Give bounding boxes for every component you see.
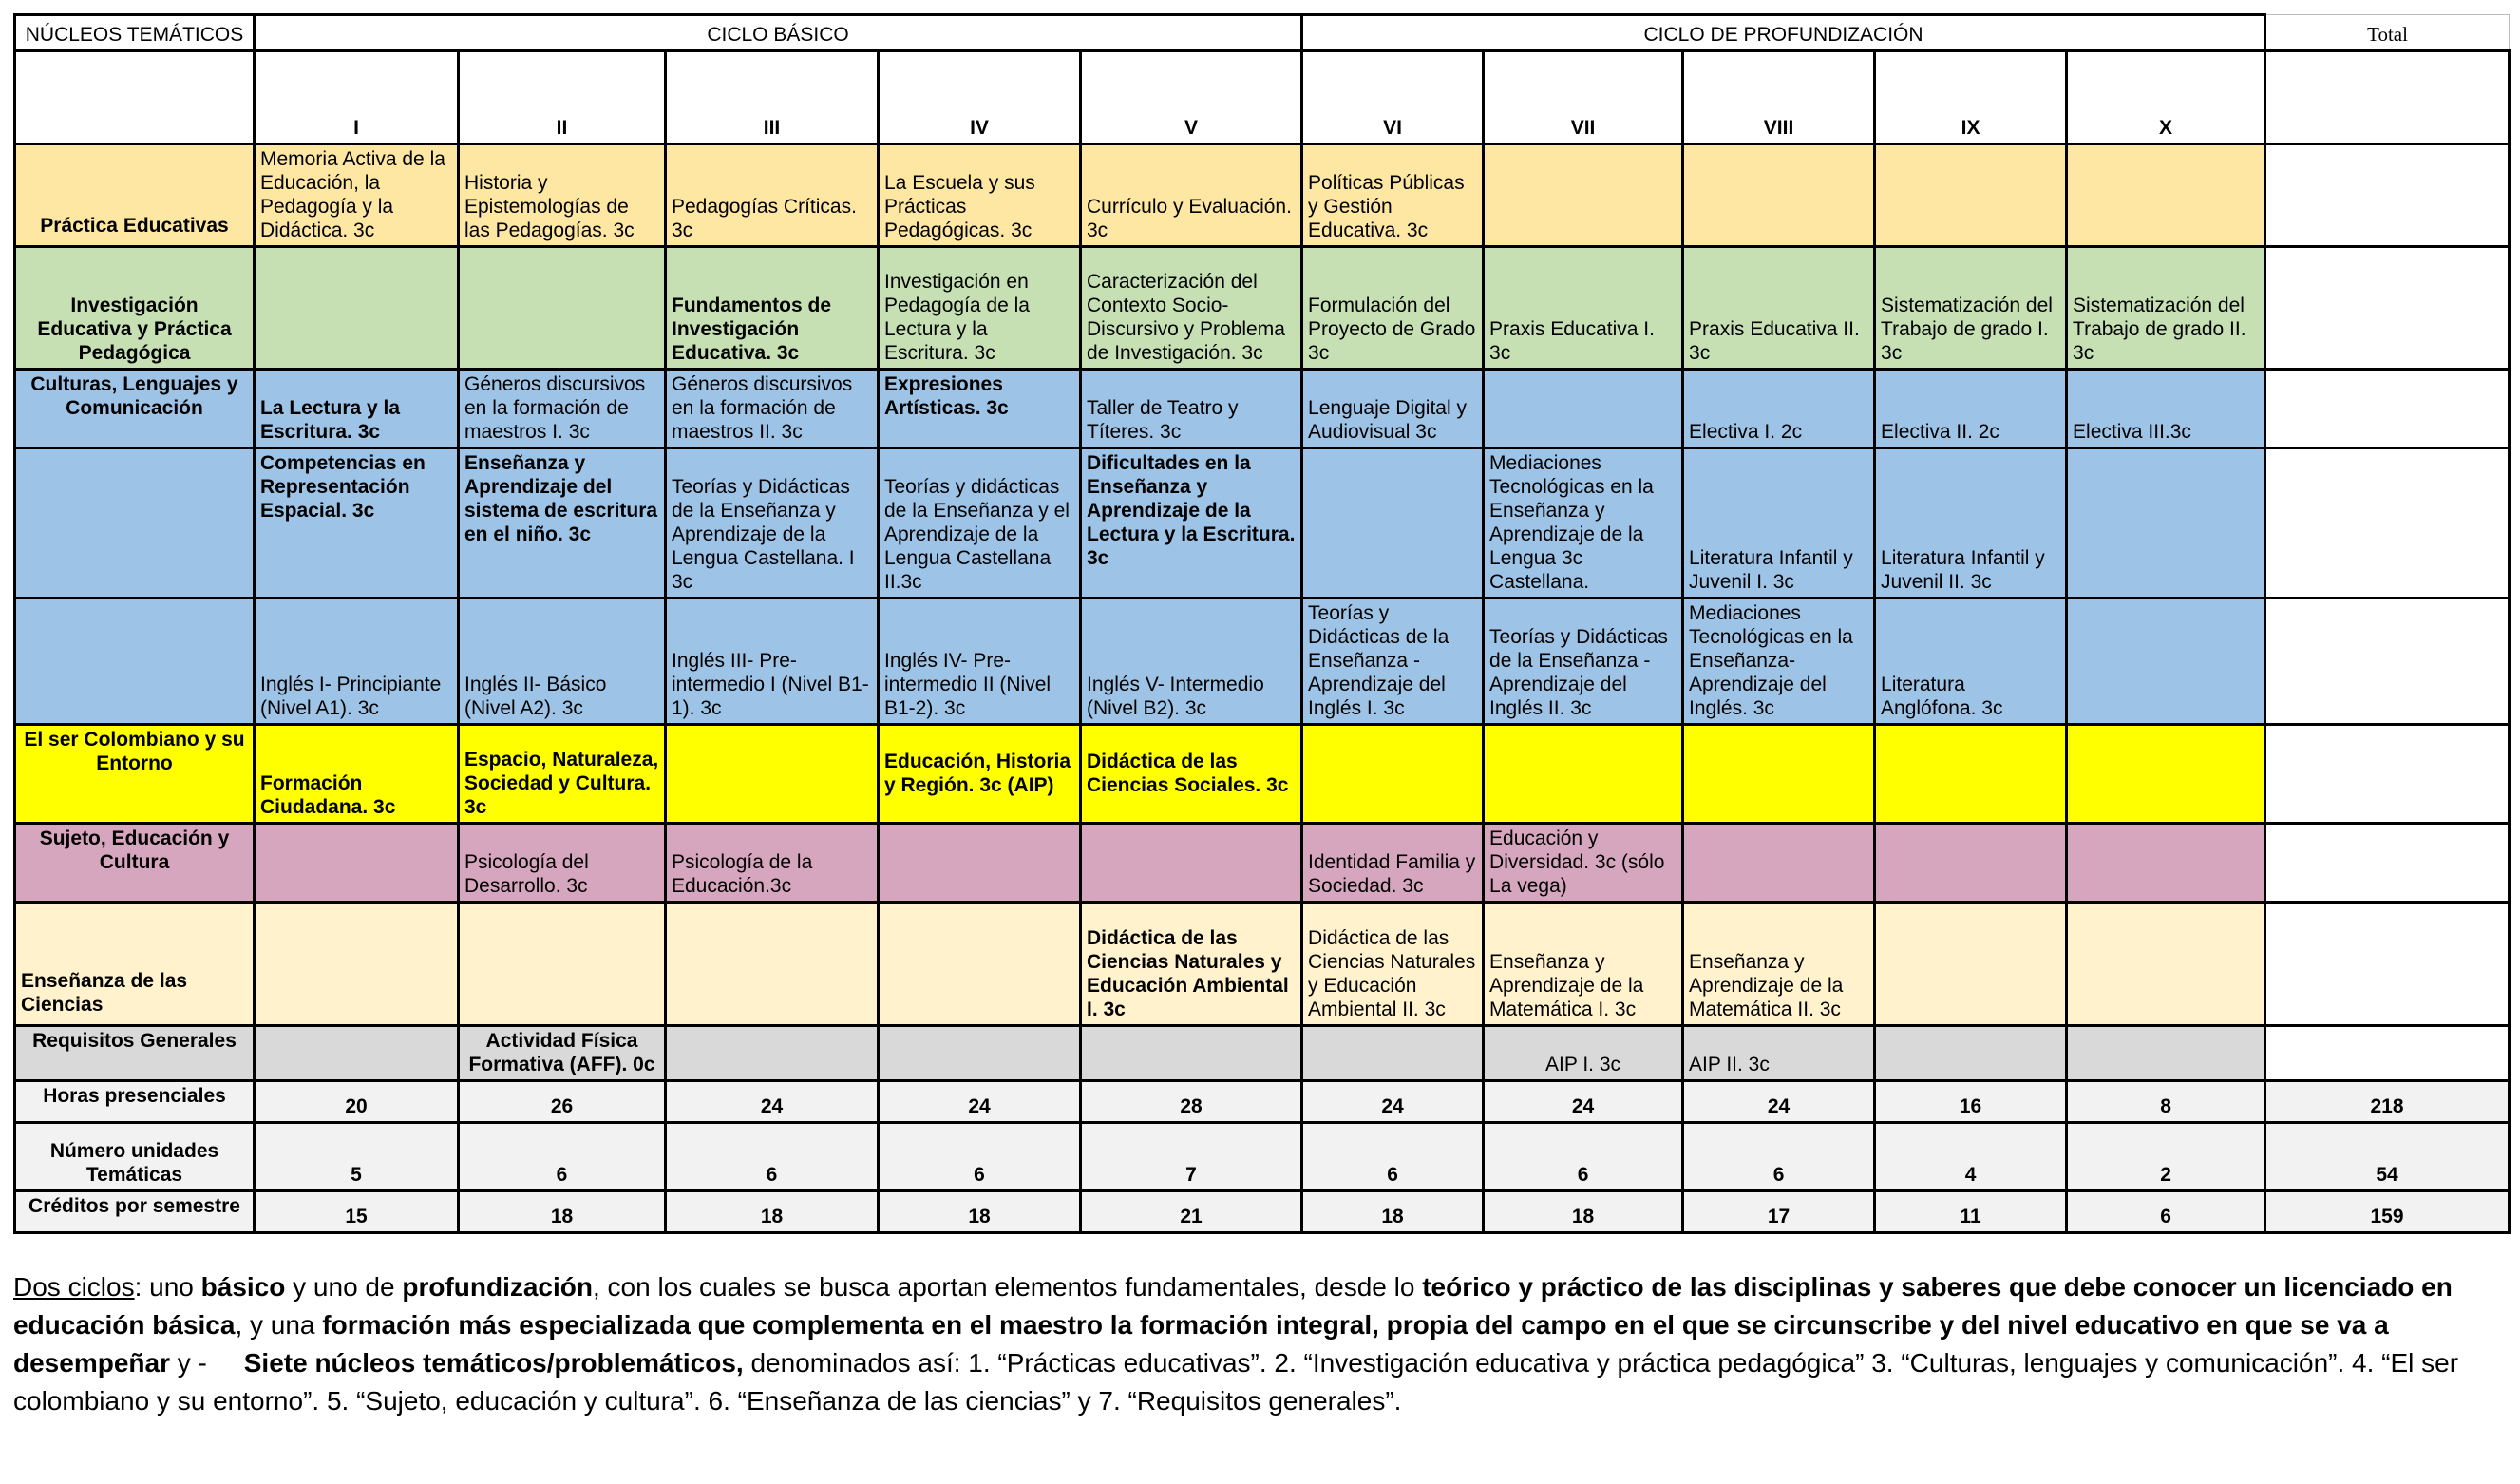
total-cell bbox=[2265, 370, 2510, 448]
value-cell: 6 bbox=[1683, 1123, 1875, 1191]
note-text: y - bbox=[169, 1348, 244, 1378]
course-cell: Electiva III.3c bbox=[2067, 370, 2265, 448]
total-value: 54 bbox=[2265, 1123, 2510, 1191]
value-cell: 7 bbox=[1081, 1123, 1302, 1191]
course-cell bbox=[666, 725, 879, 824]
row-culturas-2 bbox=[15, 448, 2510, 599]
course-cell: Electiva II. 2c bbox=[1875, 370, 2067, 448]
row-requisitos bbox=[15, 1026, 2510, 1081]
row-creditos bbox=[15, 1191, 2510, 1233]
course-cell bbox=[1683, 725, 1875, 824]
semester-header: IV bbox=[879, 51, 1081, 144]
course-cell: Literatura Infantil y Juvenil I. 3c bbox=[1683, 448, 1875, 599]
course-cell: Pedagogías Críticas. 3c bbox=[666, 144, 879, 247]
course-cell: Psicología del Desarrollo. 3c bbox=[459, 824, 666, 903]
course-cell bbox=[666, 903, 879, 1026]
course-cell: Psicología de la Educación.3c bbox=[666, 824, 879, 903]
course-cell bbox=[2067, 903, 2265, 1026]
row-label-empty bbox=[15, 599, 255, 725]
course-cell bbox=[255, 903, 459, 1026]
value-cell: 20 bbox=[255, 1081, 459, 1123]
course-cell: Taller de Teatro y Títeres. 3c bbox=[1081, 370, 1302, 448]
semester-header: IX bbox=[1875, 51, 2067, 144]
course-cell bbox=[1081, 1026, 1302, 1081]
course-cell: La Lectura y la Escritura. 3c bbox=[255, 370, 459, 448]
course-cell: Lenguaje Digital y Audiovisual 3c bbox=[1302, 370, 1484, 448]
course-cell: AIP I. 3c bbox=[1484, 1026, 1683, 1081]
value-cell: 21 bbox=[1081, 1191, 1302, 1233]
course-cell: La Escuela y sus Prácticas Pedagógicas. 3c bbox=[879, 144, 1081, 247]
total-cell bbox=[2265, 903, 2510, 1026]
course-cell bbox=[1875, 903, 2067, 1026]
semester-row bbox=[15, 51, 2510, 144]
course-cell: Expresiones Artísticas. 3c bbox=[879, 370, 1081, 448]
curriculum-table-wrapper bbox=[13, 13, 2511, 1234]
semester-header: X bbox=[2067, 51, 2265, 144]
row-label: Investigación Educativa y Práctica Pedagógica bbox=[15, 247, 255, 370]
nucleos-header: NÚCLEOS TEMÁTICOS bbox=[15, 15, 255, 51]
course-cell bbox=[1875, 824, 2067, 903]
row-culturas-3 bbox=[15, 599, 2510, 725]
row-label: Culturas, Lenguajes y Comunicación bbox=[15, 370, 255, 448]
course-cell bbox=[879, 903, 1081, 1026]
total-header: Total bbox=[2265, 15, 2510, 51]
course-cell: Literatura Infantil y Juvenil II. 3c bbox=[1875, 448, 2067, 599]
course-cell bbox=[666, 1026, 879, 1081]
course-cell: Didáctica de las Ciencias Naturales y Educación Ambiental I. 3c bbox=[1081, 903, 1302, 1026]
value-cell: 5 bbox=[255, 1123, 459, 1191]
course-cell: Géneros discursivos en la formación de maestros II. 3c bbox=[666, 370, 879, 448]
total-cell bbox=[2265, 725, 2510, 824]
course-cell: Políticas Públicas y Gestión Educativa. 3c bbox=[1302, 144, 1484, 247]
course-cell bbox=[879, 1026, 1081, 1081]
total-cell bbox=[2265, 144, 2510, 247]
row-label: Horas presenciales bbox=[15, 1081, 255, 1123]
course-cell: Educación y Diversidad. 3c (sólo La vega) bbox=[1484, 824, 1683, 903]
semester-header: III bbox=[666, 51, 879, 144]
course-cell: Fundamentos de Investigación Educativa. 3c bbox=[666, 247, 879, 370]
course-cell bbox=[879, 824, 1081, 903]
note-bold: básico bbox=[200, 1272, 286, 1302]
total-cell bbox=[2265, 824, 2510, 903]
row-label: Práctica Educativas bbox=[15, 144, 255, 247]
course-cell: Géneros discursivos en la formación de maestros I. 3c bbox=[459, 370, 666, 448]
course-cell: Teorías y Didácticas de la Enseñanza - Aprendizaje del Inglés II. 3c bbox=[1484, 599, 1683, 725]
course-cell bbox=[1683, 824, 1875, 903]
row-label: El ser Colombiano y su Entorno bbox=[15, 725, 255, 824]
course-cell: Teorías y didácticas de la Enseñanza y el Aprendizaje de la Lengua Castellana II.3c bbox=[879, 448, 1081, 599]
course-cell: Didáctica de las Ciencias Sociales. 3c bbox=[1081, 725, 1302, 824]
semester-header: V bbox=[1081, 51, 1302, 144]
course-cell: Dificultades en la Enseñanza y Aprendizaje de la Lectura y la Escritura. 3c bbox=[1081, 448, 1302, 599]
course-cell: Formulación del Proyecto de Grado 3c bbox=[1302, 247, 1484, 370]
course-cell: Literatura Anglófona. 3c bbox=[1875, 599, 2067, 725]
total-value: 159 bbox=[2265, 1191, 2510, 1233]
course-cell bbox=[2067, 725, 2265, 824]
course-cell: Competencias en Representación Espacial. 3c bbox=[255, 448, 459, 599]
course-cell: AIP II. 3c bbox=[1683, 1026, 1875, 1081]
note-bold: profundización bbox=[402, 1272, 593, 1302]
course-cell bbox=[2067, 448, 2265, 599]
value-cell: 18 bbox=[666, 1191, 879, 1233]
semester-header: II bbox=[459, 51, 666, 144]
value-cell: 2 bbox=[2067, 1123, 2265, 1191]
course-cell: Mediaciones Tecnológicas en la Enseñanza y Aprendizaje de la Lengua 3c Castellana. bbox=[1484, 448, 1683, 599]
curriculum-table bbox=[13, 13, 2511, 1234]
course-cell: Caracterización del Contexto Socio-Discursivo y Problema de Investigación. 3c bbox=[1081, 247, 1302, 370]
header-row bbox=[15, 15, 2510, 51]
course-cell bbox=[1875, 1026, 2067, 1081]
note-text: , con los cuales se busca aportan elementos fundamentales, desde lo bbox=[593, 1272, 1423, 1302]
value-cell: 6 bbox=[459, 1123, 666, 1191]
row-unidades bbox=[15, 1123, 2510, 1191]
note-bold: formación más especializada que complementa en el maestro la formación integral, propia del campo en el que se circunscribe y del nivel educativo en que se va a desempeñar bbox=[13, 1310, 2389, 1378]
row-investigacion bbox=[15, 247, 2510, 370]
course-cell bbox=[1875, 144, 2067, 247]
course-cell: Teorías y Didácticas de la Enseñanza y Aprendizaje de la Lengua Castellana. I 3c bbox=[666, 448, 879, 599]
course-cell: Teorías y Didácticas de la Enseñanza -Aprendizaje del Inglés I. 3c bbox=[1302, 599, 1484, 725]
value-cell: 6 bbox=[2067, 1191, 2265, 1233]
value-cell: 24 bbox=[879, 1081, 1081, 1123]
row-label: Enseñanza de las Ciencias bbox=[15, 903, 255, 1026]
course-cell bbox=[2067, 1026, 2265, 1081]
course-cell bbox=[1484, 144, 1683, 247]
value-cell: 18 bbox=[459, 1191, 666, 1233]
note-text: , y una bbox=[235, 1310, 323, 1340]
description-paragraph bbox=[13, 1268, 2511, 1420]
value-cell: 18 bbox=[1484, 1191, 1683, 1233]
value-cell: 24 bbox=[1302, 1081, 1484, 1123]
value-cell: 24 bbox=[1683, 1081, 1875, 1123]
course-cell: Enseñanza y Aprendizaje de la Matemática II. 3c bbox=[1683, 903, 1875, 1026]
row-practica bbox=[15, 144, 2510, 247]
row-label: Sujeto, Educación y Cultura bbox=[15, 824, 255, 903]
ciclo-profundizacion-header: CICLO DE PROFUNDIZACIÓN bbox=[1302, 15, 2265, 51]
note-text: : uno bbox=[134, 1272, 201, 1302]
row-horas bbox=[15, 1081, 2510, 1123]
row-sujeto bbox=[15, 824, 2510, 903]
value-cell: 6 bbox=[666, 1123, 879, 1191]
course-cell: Praxis Educativa I. 3c bbox=[1484, 247, 1683, 370]
value-cell: 17 bbox=[1683, 1191, 1875, 1233]
value-cell: 26 bbox=[459, 1081, 666, 1123]
course-cell: Mediaciones Tecnológicas en la Enseñanza- Aprendizaje del Inglés. 3c bbox=[1683, 599, 1875, 725]
row-label: Requisitos Generales bbox=[15, 1026, 255, 1081]
course-cell bbox=[255, 247, 459, 370]
course-cell: Espacio, Naturaleza, Sociedad y Cultura. 3c bbox=[459, 725, 666, 824]
course-cell: Inglés III- Pre-intermedio I (Nivel B1-1). 3c bbox=[666, 599, 879, 725]
value-cell: 11 bbox=[1875, 1191, 2067, 1233]
row-culturas-1 bbox=[15, 370, 2510, 448]
semester-header: VII bbox=[1484, 51, 1683, 144]
course-cell: Inglés II- Básico (Nivel A2). 3c bbox=[459, 599, 666, 725]
course-cell: Electiva I. 2c bbox=[1683, 370, 1875, 448]
note-text: y uno de bbox=[285, 1272, 403, 1302]
course-cell: Actividad Física Formativa (AFF). 0c bbox=[459, 1026, 666, 1081]
course-cell: Sistematización del Trabajo de grado II. 3c bbox=[2067, 247, 2265, 370]
course-cell bbox=[459, 903, 666, 1026]
course-cell bbox=[2067, 599, 2265, 725]
semester-header: VI bbox=[1302, 51, 1484, 144]
value-cell: 6 bbox=[879, 1123, 1081, 1191]
course-cell: Inglés I- Principiante (Nivel A1). 3c bbox=[255, 599, 459, 725]
ciclo-basico-header: CICLO BÁSICO bbox=[255, 15, 1302, 51]
total-cell bbox=[2265, 448, 2510, 599]
course-cell bbox=[1484, 725, 1683, 824]
course-cell: Enseñanza y Aprendizaje de la Matemática I. 3c bbox=[1484, 903, 1683, 1026]
note-text: denominados así: 1. “Prácticas educativas”. 2. “Investigación educativa y práctica pedagógica” 3. “Culturas, lenguajes y comunicación”. 4. “El ser colombiano y su entorno”. 5. “Sujeto, educación y cultura”. 6. “Enseñanza de las ciencias” y 7. “Requisitos generales”. bbox=[13, 1348, 2459, 1416]
course-cell: Praxis Educativa II. 3c bbox=[1683, 247, 1875, 370]
value-cell: 18 bbox=[1302, 1191, 1484, 1233]
course-cell: Formación Ciudadana. 3c bbox=[255, 725, 459, 824]
course-cell bbox=[2067, 824, 2265, 903]
course-cell: Sistematización del Trabajo de grado I. 3c bbox=[1875, 247, 2067, 370]
value-cell: 16 bbox=[1875, 1081, 2067, 1123]
note-dos-ciclos: Dos ciclos bbox=[13, 1272, 135, 1302]
row-ciencias bbox=[15, 903, 2510, 1026]
course-cell: Memoria Activa de la Educación, la Pedagogía y la Didáctica. 3c bbox=[255, 144, 459, 247]
course-cell bbox=[1081, 824, 1302, 903]
total-cell bbox=[2265, 599, 2510, 725]
course-cell bbox=[255, 1026, 459, 1081]
value-cell: 24 bbox=[666, 1081, 879, 1123]
row-label: Créditos por semestre bbox=[15, 1191, 255, 1233]
semester-corner bbox=[15, 51, 255, 144]
course-cell bbox=[255, 824, 459, 903]
course-cell: Currículo y Evaluación. 3c bbox=[1081, 144, 1302, 247]
total-cell bbox=[2265, 247, 2510, 370]
course-cell bbox=[1683, 144, 1875, 247]
course-cell bbox=[1302, 1026, 1484, 1081]
course-cell bbox=[459, 247, 666, 370]
total-value: 218 bbox=[2265, 1081, 2510, 1123]
total-cell bbox=[2265, 51, 2510, 144]
course-cell: Investigación en Pedagogía de la Lectura y la Escritura. 3c bbox=[879, 247, 1081, 370]
total-cell bbox=[2265, 1026, 2510, 1081]
value-cell: 6 bbox=[1302, 1123, 1484, 1191]
course-cell: Didáctica de las Ciencias Naturales y Educación Ambiental II. 3c bbox=[1302, 903, 1484, 1026]
course-cell: Educación, Historia y Región. 3c (AIP) bbox=[879, 725, 1081, 824]
value-cell: 28 bbox=[1081, 1081, 1302, 1123]
note-bold: Siete núcleos temáticos/problemáticos, bbox=[243, 1348, 744, 1378]
course-cell: Inglés V- Intermedio (Nivel B2). 3c bbox=[1081, 599, 1302, 725]
row-label-empty bbox=[15, 448, 255, 599]
value-cell: 15 bbox=[255, 1191, 459, 1233]
value-cell: 4 bbox=[1875, 1123, 2067, 1191]
semester-header: VIII bbox=[1683, 51, 1875, 144]
row-label: Número unidades Temáticas bbox=[15, 1123, 255, 1191]
semester-header: I bbox=[255, 51, 459, 144]
course-cell: Inglés IV- Pre-intermedio II (Nivel B1-2). 3c bbox=[879, 599, 1081, 725]
course-cell bbox=[1484, 370, 1683, 448]
note-bold: teórico y práctico de las disciplinas y saberes que debe conocer un licenciado en educación básica bbox=[13, 1272, 2453, 1340]
value-cell: 6 bbox=[1484, 1123, 1683, 1191]
course-cell bbox=[1302, 448, 1484, 599]
course-cell: Identidad Familia y Sociedad. 3c bbox=[1302, 824, 1484, 903]
value-cell: 24 bbox=[1484, 1081, 1683, 1123]
value-cell: 8 bbox=[2067, 1081, 2265, 1123]
course-cell bbox=[1875, 725, 2067, 824]
course-cell: Enseñanza y Aprendizaje del sistema de escritura en el niño. 3c bbox=[459, 448, 666, 599]
course-cell: Historia y Epistemologías de las Pedagogías. 3c bbox=[459, 144, 666, 247]
course-cell bbox=[1302, 725, 1484, 824]
course-cell bbox=[2067, 144, 2265, 247]
value-cell: 18 bbox=[879, 1191, 1081, 1233]
row-colombiano bbox=[15, 725, 2510, 824]
